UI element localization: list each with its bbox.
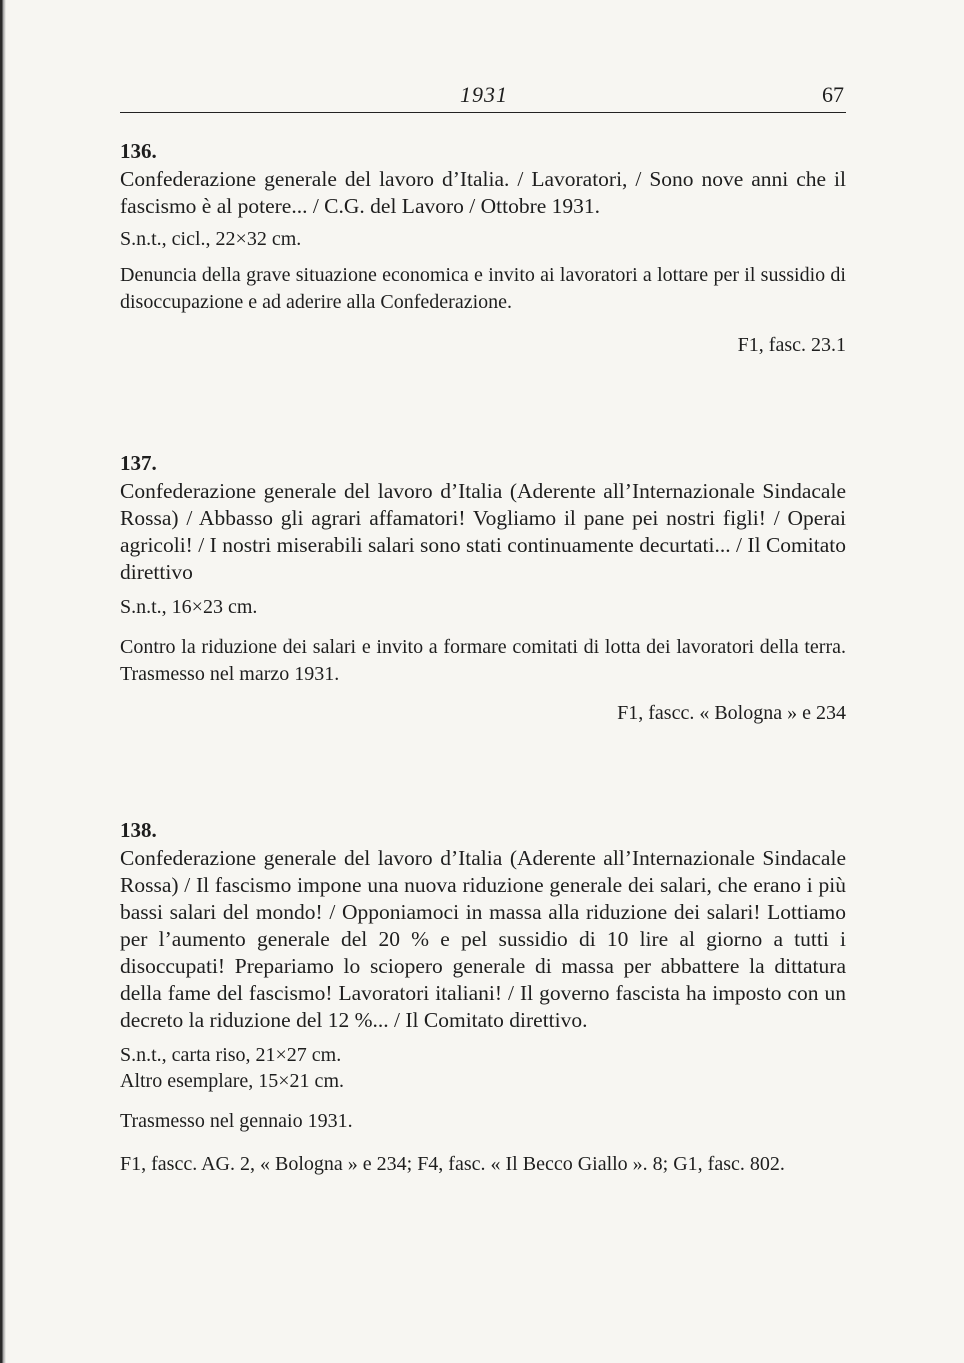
catalog-entry-138 bbox=[120, 817, 846, 1177]
entry-title: Confederazione generale del lavoro d’Italia (Aderente all’Internazionale Sindacale Rossa) / Abbasso gli agrari affamatori! Vogliamo il pane pei nostri figli! / Operai agricoli! / I nostri miserabili salari sono stati continuamente decurtati... / Il Comitato direttivo bbox=[120, 479, 846, 584]
entry-number: 136. bbox=[120, 139, 157, 163]
page-number: 67 bbox=[822, 82, 844, 107]
catalog-entry-136 bbox=[120, 138, 846, 358]
entry-title: Confederazione generale del lavoro d’Italia (Aderente all’Internazionale Sindacale Rossa) / Il fascismo impone una nuova riduzione generale dei salari, che erano i più bassi salari del mondo! / Opponiamoci in massa alla riduzione dei salari! Lottiamo per l’aumento generale del 20 % e pel sussidio di 10 lire al giorno a tutti i disoccupati! Prepariamo lo sciopero generale di massa per abbattere la dittatura della fame del fascismo! Lavoratori italiani! / Il governo fascista ha imposto con un decreto la riduzione del 12 %... / Il Comitato direttivo. bbox=[120, 846, 846, 1032]
physical-description: S.n.t., 16×23 cm. bbox=[120, 596, 258, 618]
entry-description: Contro la riduzione dei salari e invito a formare comitati di lotta dei lavoratori della terra. Trasmesso nel marzo 1931. bbox=[120, 636, 846, 685]
physical-description-alt: Altro esemplare, 15×21 cm. bbox=[120, 1070, 344, 1092]
catalog-entry-137 bbox=[120, 450, 846, 726]
entry-description: Trasmesso nel gennaio 1931. bbox=[120, 1110, 353, 1132]
entry-number: 138. bbox=[120, 818, 157, 842]
running-head bbox=[120, 82, 846, 113]
entry-number: 137. bbox=[120, 451, 157, 475]
header-year: 1931 bbox=[460, 82, 508, 107]
entry-title: Confederazione generale del lavoro d’Italia. / Lavoratori, / Sono nove anni che il fascismo è al potere... / C.G. del Lavoro / Ottobre 1931. bbox=[120, 167, 846, 218]
entry-description: Denuncia della grave situazione economica e invito ai lavoratori a lottare per il sussidio di disoccupazione e ad aderire alla Confederazione. bbox=[120, 264, 846, 313]
archive-reference: F1, fasc. 23.1 bbox=[737, 334, 846, 356]
archive-reference: F1, fascc. AG. 2, « Bologna » e 234; F4, fasc. « Il Becco Giallo ». 8; G1, fasc. 802. bbox=[120, 1153, 785, 1175]
archive-reference: F1, fascc. « Bologna » e 234 bbox=[617, 702, 846, 724]
scan-edge bbox=[0, 0, 6, 1363]
physical-description: S.n.t., cicl., 22×32 cm. bbox=[120, 228, 302, 250]
physical-description: S.n.t., carta riso, 21×27 cm. bbox=[120, 1044, 342, 1066]
